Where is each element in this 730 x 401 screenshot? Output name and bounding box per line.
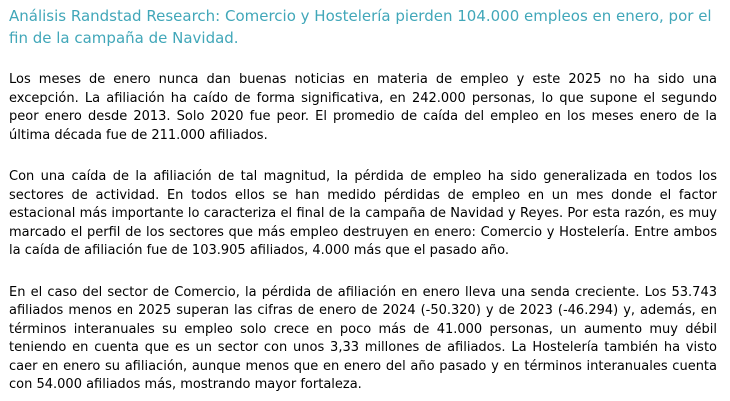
article-paragraph-1: Los meses de enero nunca dan buenas noticias en materia de empleo y este 2025 no ha sido una excepción. La afiliación ha caído de forma significativa, en 242.000 personas, lo que supone el segundo peor enero desde 2013. Solo 2020 fue peor. El promedio de caída del empleo en los meses enero de la última década fue de 211.000 afiliados. <box>9 72 717 143</box>
article-paragraph-2: Con una caída de la afiliación de tal magnitud, la pérdida de empleo ha sido generalizada en todos los sectores de actividad. En todos ellos se han medido pérdidas de empleo en un mes donde el factor estacional más importante lo caracteriza el final de la campaña de Navidad y Reyes. Por esta razón, es muy marcado el perfil de los sectores que más empleo destruyen en enero: Comercio y Hostelería. Entre ambos la caída de afiliación fue de 103.905 afiliados, 4.000 más que el pasado año. <box>9 169 717 258</box>
article-paragraph-3: En el caso del sector de Comercio, la pérdida de afiliación en enero lleva una senda creciente. Los 53.743 afiliados menos en 2025 superan las cifras de enero de 2024 (-50.320) y de 2023 (-46.294) y, además, en términos interanuales su empleo solo crece en poco más de 41.000 personas, un aumento muy débil teniendo en cuenta que es un sector con unos 3,33 millones de afiliados. La Hostelería también ha visto caer en enero su afiliación, aunque menos que en enero del año pasado y en términos interanuales cuenta con 54.000 afiliados más, mostrando mayor fortaleza. <box>9 284 717 392</box>
article-title: Análisis Randstad Research: Comercio y Hostelería pierden 104.000 empleos en enero, por el fin de la campaña de Navidad. <box>9 7 712 47</box>
